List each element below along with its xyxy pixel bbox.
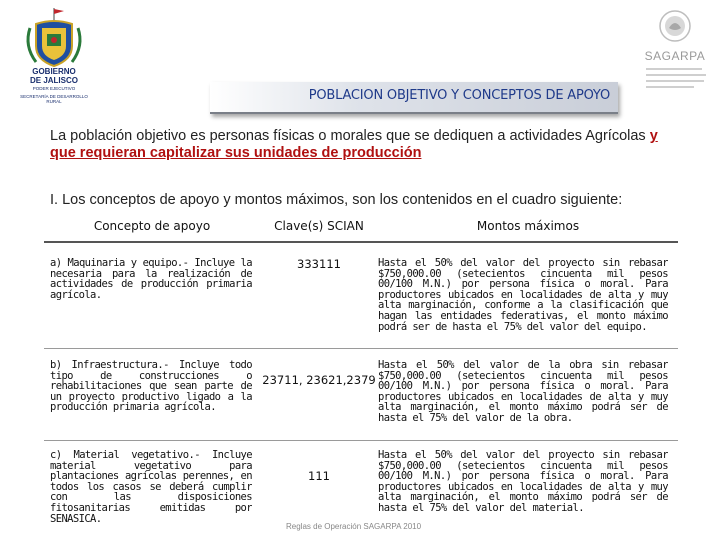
- table-cell-concepto: a) Maquinaria y equipo.- Incluye la necesaria para la realización de actividades de producción primaria agrícola.: [50, 258, 252, 301]
- header-divider: [44, 241, 678, 243]
- table-cell-concepto: b) Infraestructura.- Incluye todo tipo de construcciones o rehabilitaciones que sean parte de un proyecto productivo ligado a la producción primaria agrícola.: [50, 360, 252, 414]
- sagarpa-subtitle-line: [646, 86, 694, 88]
- government-name-line1: GOBIERNO: [32, 67, 76, 76]
- sagarpa-subtitle-line: [646, 74, 706, 76]
- sagarpa-subtitle-line: [646, 68, 702, 70]
- table-cell-monto: Hasta el 50% del valor del proyecto sin rebasar $750,000.00 (setecientos cincuenta mil pesos 00/100 M.N.) por persona física o moral. Para productores ubicados en localidades de alta y muy alta marginación, conforme a la clasificación que hagan las entidades federativas, el monto máximo podrá ser de hasta el 75% del valor del equipo.: [378, 258, 668, 333]
- page-title: POBLACION OBJETIVO Y CONCEPTOS DE APOYO: [308, 88, 610, 103]
- jalisco-logo: [14, 6, 94, 106]
- sagarpa-logo: [636, 6, 714, 101]
- intro-emphasis: y que requieran capitalizar sus unidades de producción: [50, 128, 658, 161]
- government-name-line2: DE JALISCO: [29, 76, 78, 85]
- column-header-concepto: Concepto de apoyo: [93, 219, 211, 233]
- intro-paragraph: [50, 128, 670, 162]
- column-header-clave: Clave(s) SCIAN: [274, 219, 364, 233]
- support-concepts-table: [44, 214, 678, 528]
- sagarpa-wordmark: SAGARPA: [644, 49, 706, 63]
- government-name-line4: SECRETARÍA DE DESARROLLO RURAL: [20, 94, 88, 104]
- table-cell-clave: 333111: [297, 257, 341, 271]
- row-divider: [44, 348, 678, 349]
- title-banner: [210, 82, 618, 114]
- table-cell-monto: Hasta el 50% del valor del proyecto sin rebasar $750,000.00 (setecientos cincuenta mil pesos 00/100 M.N.) por persona física o moral. Para productores ubicados en localidades de alta y muy alta marginación, el monto máximo podrá ser de hasta el 75% del valor del material.: [378, 450, 668, 514]
- intro-text: La población objetivo es personas físicas o morales que se dediquen a actividades Agrícolas: [50, 128, 650, 144]
- mexico-seal-icon: [636, 6, 714, 46]
- section-heading: I. Los conceptos de apoyo y montos máximos, son los contenidos en el cuadro siguiente:: [50, 192, 623, 208]
- column-header-montos: Montos máximos: [476, 219, 580, 233]
- table-cell-monto: Hasta el 50% del valor de la obra sin rebasar $750,000.00 (setecientos cincuenta mil pesos 00/100 M.N.) por persona física o moral. Para productores ubicados en localidades de alta y muy alta marginación, el monto máximo podrá ser de hasta el 75% del valor de la obra.: [378, 360, 668, 424]
- government-name-line3: PODER EJECUTIVO: [32, 86, 76, 91]
- table-cell-clave: 23711, 23621,2379: [262, 373, 376, 387]
- row-divider: [44, 440, 678, 441]
- footer-text: Reglas de Operación SAGARPA 2010: [286, 522, 422, 531]
- table-cell-concepto: c) Material vegetativo.- Incluye material vegetativo para plantaciones agrícolas perennes, en todos los casos se deberá cumplir con las disposiciones fitosanitarias emitidas por SENASICA.: [50, 450, 252, 525]
- sagarpa-subtitle-line: [646, 80, 704, 82]
- jalisco-coat-of-arms-icon: [14, 6, 94, 68]
- table-cell-clave: 111: [308, 469, 330, 483]
